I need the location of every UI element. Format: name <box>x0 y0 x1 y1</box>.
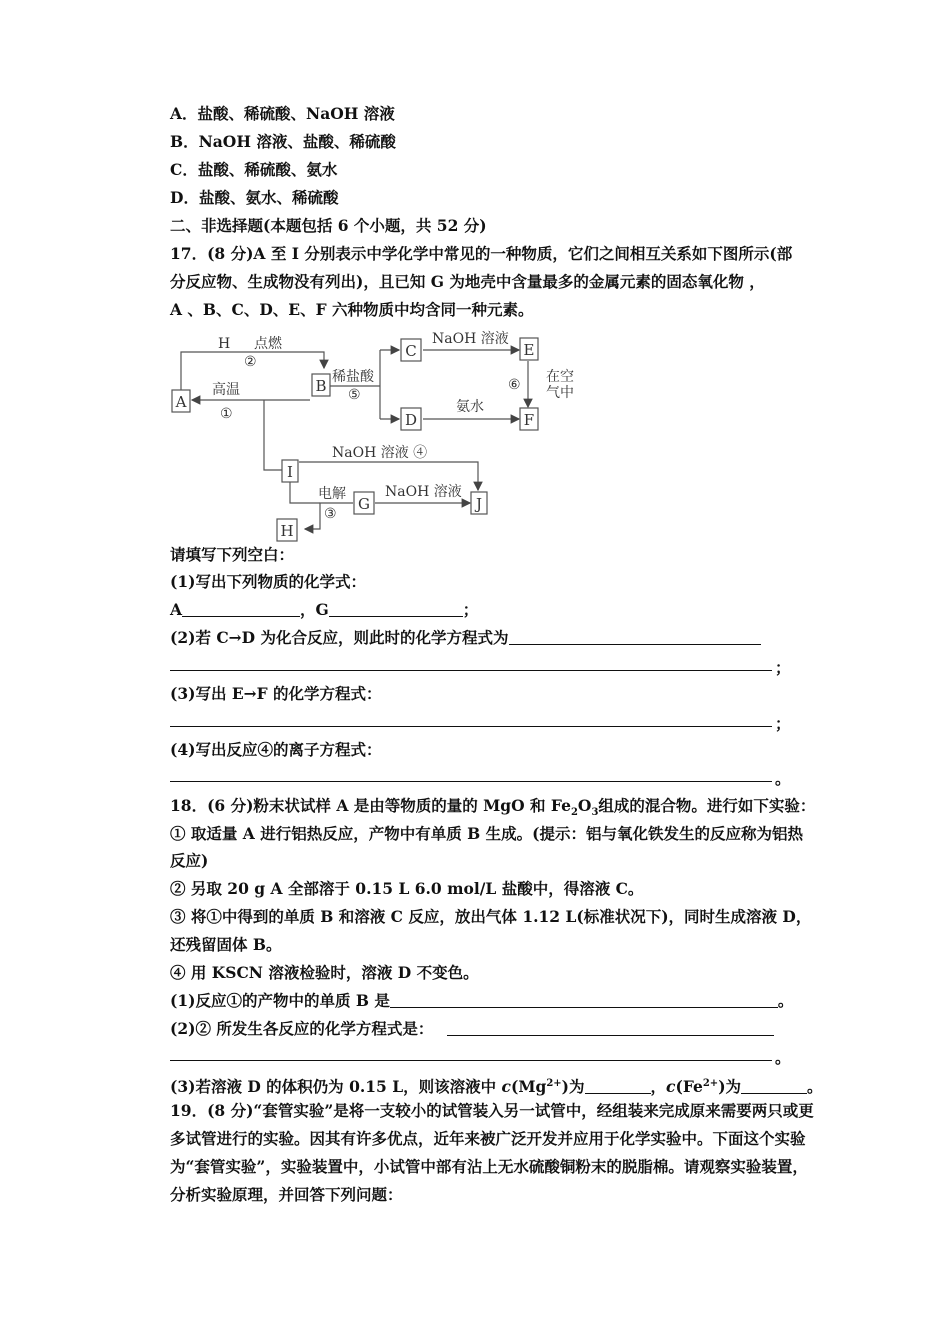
q18-step3-line2: 还残留固体 B。 <box>170 935 282 954</box>
answer-blank-mg[interactable] <box>585 1077 651 1094</box>
q18-step4: ④ 用 KSCN 溶液检验时，溶液 D 不变色。 <box>170 963 479 982</box>
q17-part3: (3)写出 E→F 的化学方程式： <box>170 684 382 703</box>
label-electrolysis: 电解 <box>318 486 346 502</box>
q18-step3-line1: ③ 将①中得到的单质 B 和溶液 C 反应，放出气体 1.12 L(标准状况下)，同时生成溶液 D， <box>170 907 812 926</box>
answer-blank-g[interactable] <box>329 600 463 617</box>
q18-p1-text: (1)反应①的产物中的单质 B 是 <box>170 991 390 1010</box>
node-j: J <box>475 495 483 513</box>
q18-p2-end: 。 <box>775 1048 791 1067</box>
node-g: G <box>358 495 370 513</box>
answer-blank-q18-p2b[interactable] <box>170 1060 772 1061</box>
q18-p3-mid: )为 <box>561 1077 585 1097</box>
q18-intro <box>170 795 830 824</box>
node-b: B <box>315 377 327 395</box>
label-naoh-ij: NaOH 溶液 ④ <box>332 445 428 461</box>
node-e: E <box>523 341 535 359</box>
q18-p1-end: 。 <box>777 991 794 1010</box>
label-dilute-hcl: 稀盐酸 <box>332 369 374 385</box>
q17-fill-prompt: 请填写下列空白： <box>170 545 295 564</box>
node-f: F <box>523 411 535 429</box>
q17-intro-line2: 分反应物、生成物没有列出)，且已知 G 为地壳中含量最多的金属元素的固态氧化物 ， <box>170 272 765 291</box>
q18-p3-sep: ， <box>650 1077 667 1097</box>
label-high-temp: 高温 <box>212 382 240 398</box>
label-n5: ⑤ <box>348 387 361 403</box>
q18-p3-c2: c <box>666 1077 676 1097</box>
q18-p3-fe-charge: 2+ <box>702 1078 719 1089</box>
q18-p3-post: )为 <box>718 1077 742 1097</box>
q17-intro-line3: A 、B、C、D、E、F 六种物质中均含同一种元素。 <box>170 300 534 319</box>
label-naoh-ce: NaOH 溶液 <box>432 331 509 347</box>
q17-p3-end: ； <box>775 714 791 733</box>
label-n2: ② <box>244 354 257 370</box>
q18-p3-end: 。 <box>807 1077 823 1097</box>
label-in-air-2: 气中 <box>546 385 574 401</box>
q18-step2: ② 另取 20 g A 全部溶于 0.15 L 6.0 mol/L 盐酸中，得溶液 C。 <box>170 879 644 898</box>
q19-text: 19．(8 分)“套管实验”是将一支较小的试管装入另一试管中，经组装来完成原来需要两只或更多试管进行的实验。因其有许多优点，近年来被广泛开发并应用于化学实验中。下面这个实验为“套管实验”，实验装置中，小试管中部有沾上无水硫酸铜粉末的脱脂棉。请观察实验装置，分析实验原理，并回答下列问题： <box>170 1101 814 1204</box>
label-n1: ① <box>220 406 233 422</box>
q18-p3-pre: (3)若溶液 D 的体积仍为 0.15 L，则该溶液中 <box>170 1077 502 1097</box>
q17-p1-a-label: A <box>170 600 183 619</box>
label-h: H <box>218 336 231 352</box>
q18-p3-mg: (Mg <box>510 1077 547 1097</box>
answer-blank-p2a[interactable] <box>509 628 761 645</box>
label-ignite: 点燃 <box>254 336 282 352</box>
option-c: C．盐酸、稀硫酸、氨水 <box>170 160 338 179</box>
node-a: A <box>175 393 187 411</box>
reaction-flow-diagram <box>160 328 580 543</box>
q18-part2 <box>170 1018 830 1040</box>
q18-step1-line2: 反应) <box>170 851 209 870</box>
q18-intro-pre: 18．(6 分)粉末状试样 A 是由等物质的量的 MgO 和 Fe <box>170 796 571 815</box>
q17-part2 <box>170 627 830 649</box>
answer-blank-q18-p2a[interactable] <box>447 1019 774 1036</box>
q17-part1-answers <box>170 599 830 621</box>
q17-p4-end: 。 <box>775 769 791 788</box>
answer-blank-a[interactable] <box>182 600 300 617</box>
q17-p2-end: ； <box>775 658 791 677</box>
answer-blank-fe[interactable] <box>741 1077 807 1094</box>
answer-blank-p4[interactable] <box>170 781 772 782</box>
q18-p2-text: (2)② 所发生各反应的化学方程式是： <box>170 1019 434 1038</box>
option-b: B．NaOH 溶液、盐酸、稀硫酸 <box>170 132 396 151</box>
node-h: H <box>280 522 294 540</box>
q18-step1-line1: ① 取适量 A 进行铝热反应，产物中有单质 B 生成。(提示：铝与氧化铁发生的反应称为铝热 <box>170 824 803 843</box>
node-i: I <box>287 463 293 481</box>
answer-blank-p2b[interactable] <box>170 670 772 671</box>
q18-intro-post: 组成的混合物。进行如下实验： <box>598 796 816 815</box>
q18-p3-mg-charge: 2+ <box>546 1078 562 1089</box>
q18-intro-mid: O <box>577 796 592 815</box>
q17-intro-line1: 17．(8 分)A 至 I 分别表示中学化学中常见的一种物质，它们之间相互关系如下图所示(部 <box>170 244 793 263</box>
q18-sub2: 3 <box>591 807 599 819</box>
q17-part4: (4)写出反应④的离子方程式： <box>170 740 382 759</box>
node-d: D <box>404 411 418 429</box>
q18-part1 <box>170 990 830 1012</box>
q18-part3 <box>170 1073 830 1098</box>
label-naoh-gj: NaOH 溶液 <box>385 484 462 500</box>
q17-p1-g-label: ，G <box>300 600 329 619</box>
answer-blank-q18-p1[interactable] <box>390 991 778 1008</box>
q17-p1-end: ； <box>462 600 479 619</box>
label-n3: ③ <box>324 506 337 522</box>
label-ammonia: 氨水 <box>456 399 484 415</box>
q17-p2-text: (2)若 C→D 为化合反应，则此时的化学方程式为 <box>170 628 509 647</box>
answer-blank-p3[interactable] <box>170 726 772 727</box>
q18-p3-c1: c <box>501 1077 511 1097</box>
q18-sub1: 2 <box>570 807 578 819</box>
q18-p3-fe: (Fe <box>675 1077 703 1097</box>
section-heading: 二、非选择题(本题包括 6 个小题，共 52 分) <box>170 216 487 235</box>
label-in-air-1: 在空 <box>546 369 574 385</box>
option-d: D．盐酸、氨水、稀硫酸 <box>170 188 339 207</box>
node-c: C <box>405 342 417 360</box>
option-a: A．盐酸、稀硫酸、NaOH 溶液 <box>170 104 395 123</box>
label-n6: ⑥ <box>508 377 521 393</box>
q17-part1: (1)写出下列物质的化学式： <box>170 572 366 591</box>
